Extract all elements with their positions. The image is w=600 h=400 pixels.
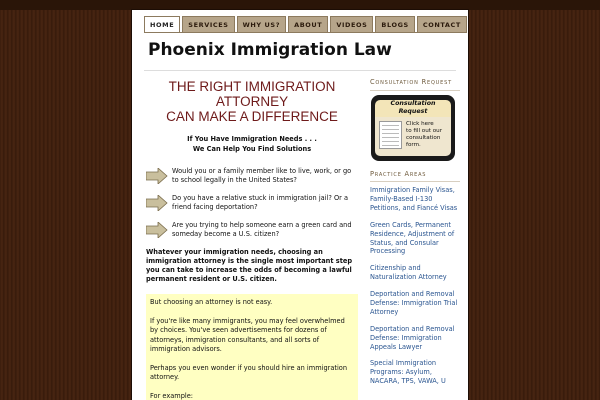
consultation-heading: Consultation Request: [370, 78, 452, 86]
question-item: [146, 194, 358, 212]
highlight-paragraph: But choosing an attorney is not easy.: [150, 298, 273, 307]
nav-about[interactable]: ABOUT: [288, 16, 328, 33]
consultation-card-text-line: Click here: [406, 120, 434, 127]
practice-link-deportation-appeals[interactable]: Deportation and Removal Defense: Immigration Appeals Lawyer: [370, 324, 455, 351]
nav-home[interactable]: HOME: [144, 16, 180, 33]
arrow-right-icon: [146, 168, 168, 184]
consultation-card-title: [375, 100, 451, 117]
highlight-paragraph: If you're like many immigrants, you may feel overwhelmed by choices. You've seen advertisements for dozens of attorneys, immigration consultants, and all sorts of immigration advisors.: [150, 316, 345, 354]
nav-blogs[interactable]: BLOGS: [375, 16, 414, 33]
consultation-card-text-line: form.: [406, 141, 421, 148]
nav-why-us[interactable]: WHY US?: [237, 16, 287, 33]
highlight-box: [146, 294, 358, 400]
consultation-card-body: [375, 117, 451, 156]
main-navigation: [144, 16, 467, 33]
intro-paragraph: Whatever your immigration needs, choosing an immigration attorney is the single most important step you can take to increase the odds of becoming a lawful permanent resident or U.S. citizen.: [146, 248, 353, 284]
highlight-paragraph: For example:: [150, 391, 194, 400]
headline-line: THE RIGHT IMMIGRATION: [168, 79, 336, 94]
question-list: [146, 167, 358, 238]
headline: [146, 79, 358, 124]
question-item: [146, 221, 358, 239]
consultation-card-text-line: consultation: [406, 134, 441, 141]
nav-contact[interactable]: CONTACT: [417, 16, 467, 33]
sidebar-divider: [370, 181, 460, 182]
site-title[interactable]: Phoenix Immigration Law: [148, 40, 392, 60]
subheading-line: If You Have Immigration Needs . . .: [187, 135, 317, 144]
question-text: Are you trying to help someone earn a green card and someday become a U.S. citizen?: [172, 220, 352, 238]
subheading: [146, 135, 358, 155]
practice-link-deportation-trial[interactable]: Deportation and Removal Defense: Immigration Trial Attorney: [370, 290, 458, 316]
consultation-card-title-line: Consultation: [390, 99, 436, 107]
question-text: Do you have a relative stuck in immigration jail? Or a friend facing deportation?: [172, 193, 348, 211]
top-bar: [0, 0, 600, 10]
practice-link-citizenship[interactable]: Citizenship and Naturalization Attorney: [370, 264, 447, 282]
nav-videos[interactable]: VIDEOS: [330, 16, 373, 33]
consultation-card-text-line: to fill out our: [406, 127, 443, 134]
sidebar-divider: [370, 90, 460, 91]
practice-link-family-visas[interactable]: Immigration Family Visas, Family-Based I-130 Petitions, and Fiancé Visas: [370, 186, 458, 212]
practice-areas-heading: Practice Areas: [370, 169, 427, 178]
page-container: [132, 10, 468, 400]
consultation-card-text: [406, 121, 442, 149]
arrow-right-icon: [146, 222, 168, 238]
consultation-request-button[interactable]: [371, 95, 455, 161]
subheading-line: We Can Help You Find Solutions: [192, 145, 312, 154]
question-text: Would you or a family member like to live, work, or go to school legally in the United States?: [172, 167, 352, 184]
nav-divider: [144, 32, 456, 33]
main-content: [146, 78, 358, 400]
practice-link-green-cards[interactable]: Green Cards, Permanent Residence, Adjustment of Status, and Consular Processing: [370, 220, 455, 256]
highlight-paragraph: Perhaps you even wonder if you should hire an immigration attorney.: [150, 363, 348, 382]
practice-link-special-programs[interactable]: Special Immigration Programs: Asylum, NACARA, TPS, VAWA, U: [370, 359, 446, 386]
headline-line: CAN MAKE A DIFFERENCE: [166, 109, 338, 125]
document-icon: [379, 121, 402, 149]
headline-line: ATTORNEY: [215, 94, 289, 110]
sidebar: [370, 78, 460, 400]
consultation-card-title-line: Request: [398, 107, 428, 115]
question-item: [146, 167, 358, 185]
nav-services[interactable]: SERVICES: [182, 16, 234, 33]
arrow-right-icon: [146, 195, 168, 211]
title-divider: [144, 70, 456, 71]
